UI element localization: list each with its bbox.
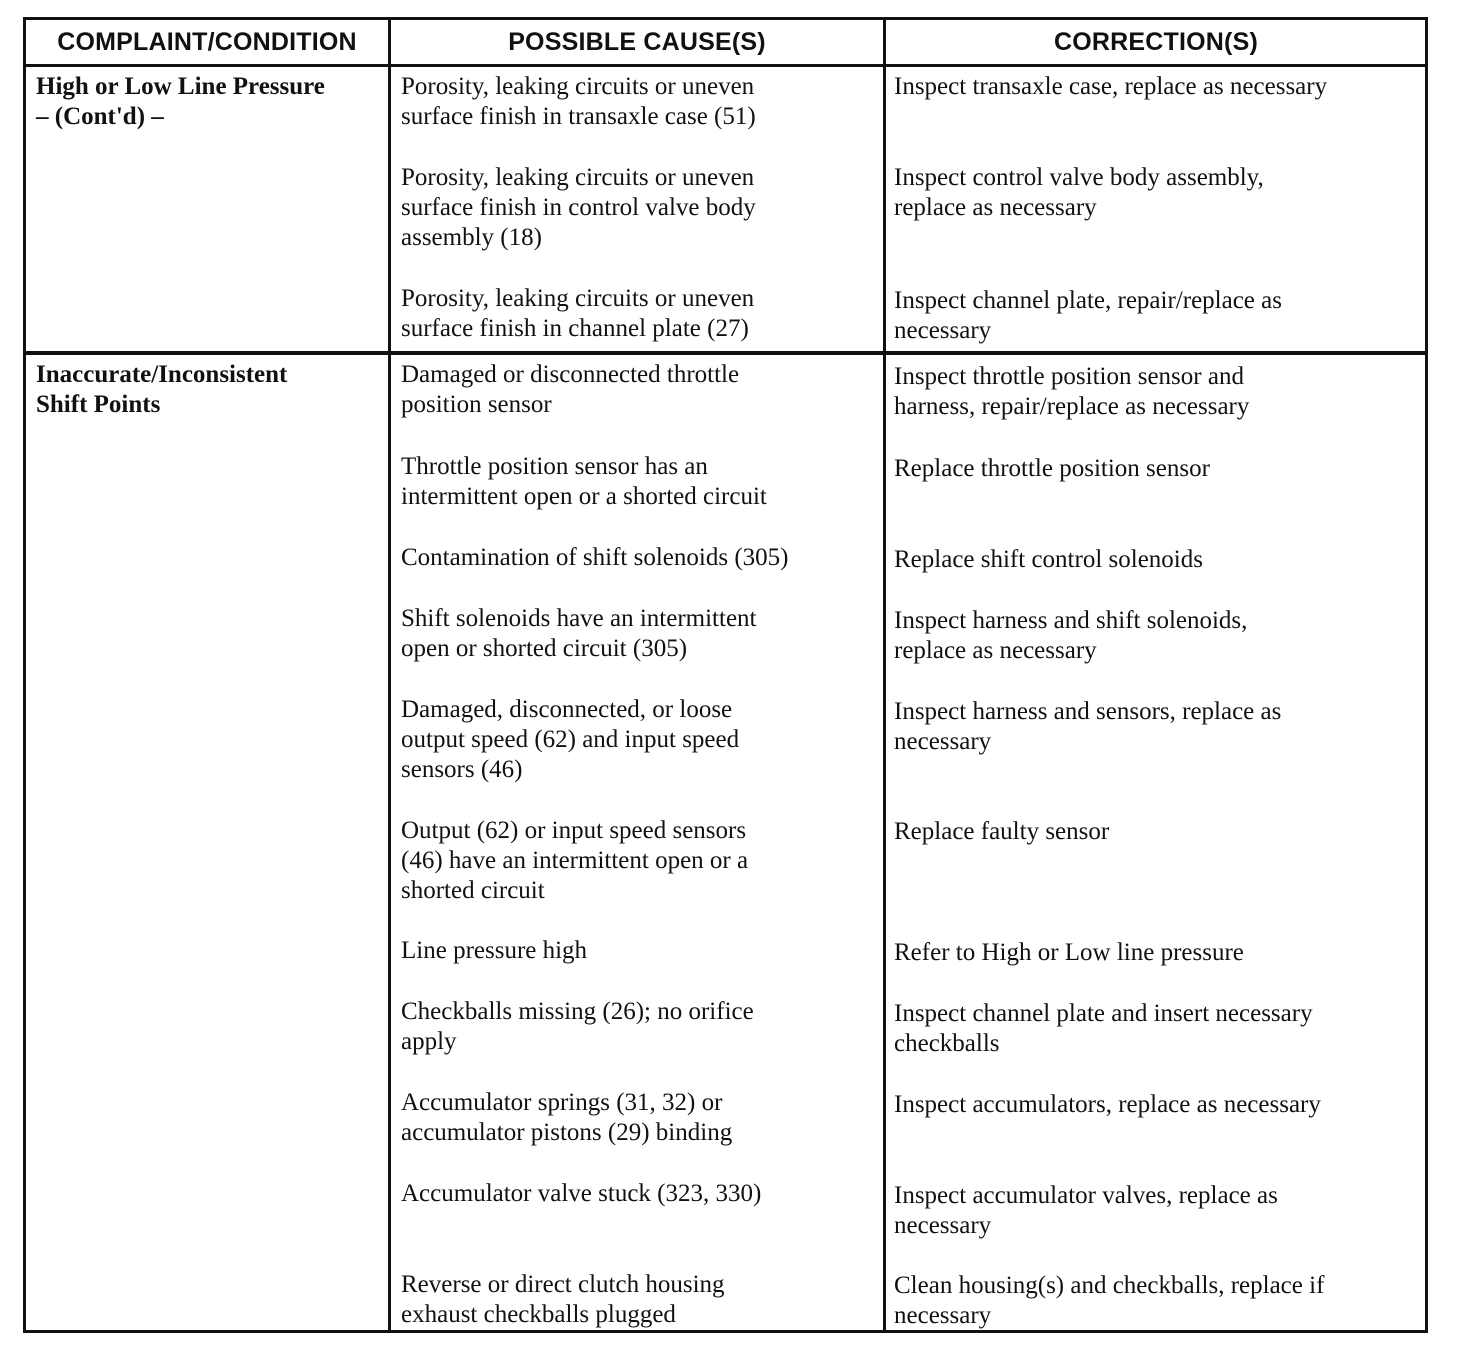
cause-cell: Damaged, disconnected, or loose output speed (62) and input speed sensors (46) <box>401 696 740 783</box>
cause-cell: Shift solenoids have an intermittent open or shorted circuit (305) <box>401 605 757 662</box>
cause-cell: Contamination of shift solenoids (305) <box>401 544 789 571</box>
column-divider-1 <box>388 20 391 1330</box>
correction-cell: Inspect channel plate and insert necessary checkballs <box>894 1000 1313 1057</box>
cause-cell: Checkballs missing (26); no orifice apply <box>401 998 754 1055</box>
correction-cell: Inspect control valve body assembly, replace as necessary <box>894 164 1264 221</box>
condition-line-pressure: High or Low Line Pressure – (Cont'd) – <box>36 73 325 130</box>
column-divider-2 <box>883 20 886 1330</box>
cause-cell: Line pressure high <box>401 937 588 964</box>
cause-cell: Accumulator springs (31, 32) or accumulator pistons (29) binding <box>401 1089 733 1146</box>
header-complaint: COMPLAINT/CONDITION <box>57 27 357 56</box>
correction-cell: Replace shift control solenoids <box>894 546 1203 573</box>
correction-cell: Refer to High or Low line pressure <box>894 939 1244 966</box>
correction-cell: Inspect channel plate, repair/replace as necessary <box>894 287 1282 344</box>
header-cause: POSSIBLE CAUSE(S) <box>508 27 766 56</box>
correction-cell: Replace throttle position sensor <box>894 455 1210 482</box>
cause-cell: Porosity, leaking circuits or uneven surface finish in transaxle case (51) <box>401 73 756 130</box>
cause-cell: Throttle position sensor has an intermittent open or a shorted circuit <box>401 453 767 510</box>
cause-cell: Output (62) or input speed sensors (46) have an intermittent open or a shorted circuit <box>401 817 749 904</box>
correction-cell: Inspect transaxle case, replace as necessary <box>894 73 1328 100</box>
correction-cell: Inspect harness and sensors, replace as necessary <box>894 698 1282 755</box>
correction-cell: Replace faulty sensor <box>894 818 1110 845</box>
cause-cell: Porosity, leaking circuits or uneven surface finish in control valve body assembly (18) <box>401 164 756 251</box>
header-correction: CORRECTION(S) <box>1054 27 1258 56</box>
correction-cell: Inspect accumulator valves, replace as necessary <box>894 1182 1278 1239</box>
condition-shift-points: Inaccurate/Inconsistent Shift Points <box>36 361 288 418</box>
correction-cell: Clean housing(s) and checkballs, replace if necessary <box>894 1272 1325 1329</box>
cause-cell: Reverse or direct clutch housing exhaust checkballs plugged <box>401 1271 725 1328</box>
cause-cell: Damaged or disconnected throttle position sensor <box>401 361 740 418</box>
troubleshooting-table <box>23 17 1428 1333</box>
correction-cell: Inspect accumulators, replace as necessary <box>894 1091 1321 1118</box>
section-divider <box>26 351 1425 355</box>
cause-cell: Porosity, leaking circuits or uneven surface finish in channel plate (27) <box>401 285 755 342</box>
correction-cell: Inspect throttle position sensor and harness, repair/replace as necessary <box>894 363 1250 420</box>
header-divider <box>26 64 1425 67</box>
cause-cell: Accumulator valve stuck (323, 330) <box>401 1180 762 1207</box>
correction-cell: Inspect harness and shift solenoids, replace as necessary <box>894 607 1248 664</box>
